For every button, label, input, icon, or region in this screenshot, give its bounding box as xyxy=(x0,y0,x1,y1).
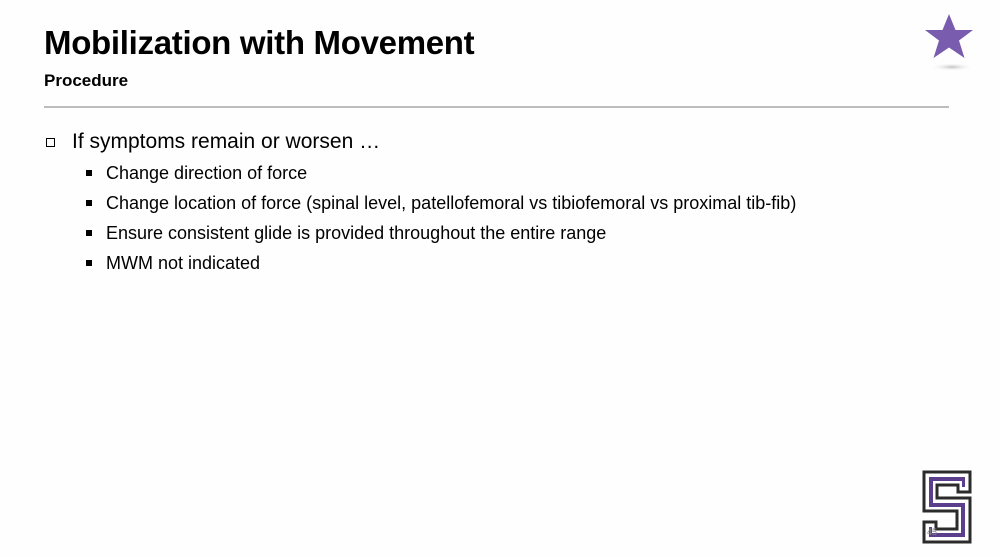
slide-content xyxy=(46,128,960,278)
sub-bullet-item xyxy=(86,188,960,218)
slide-title: Mobilization with Movement xyxy=(44,24,475,61)
main-bullet-text: If symptoms remain or worsen … xyxy=(72,130,381,153)
sub-bullet-item xyxy=(86,158,960,188)
sub-bullet-text: Change location of force (spinal level, patellofemoral vs tibiofemoral vs proximal tib-fib) xyxy=(106,192,797,213)
hollow-square-bullet-icon xyxy=(46,138,55,147)
filled-square-bullet-icon xyxy=(86,260,92,266)
title-divider xyxy=(44,106,949,108)
sub-bullet-text: Change direction of force xyxy=(106,162,308,183)
sub-bullet-item xyxy=(86,218,960,248)
filled-square-bullet-icon xyxy=(86,170,92,176)
sub-bullet-text: MWM not indicated xyxy=(106,252,261,273)
sub-bullet-list xyxy=(46,158,960,278)
sub-bullet-item xyxy=(86,248,960,278)
main-bullet-item xyxy=(46,128,960,156)
sub-bullet-text: Ensure consistent glide is provided throughout the entire range xyxy=(106,222,607,243)
filled-square-bullet-icon xyxy=(86,230,92,236)
slide-subtitle: Procedure xyxy=(44,71,129,90)
star-icon xyxy=(922,10,978,74)
filled-square-bullet-icon xyxy=(86,200,92,206)
page-number: 45 xyxy=(927,527,938,537)
